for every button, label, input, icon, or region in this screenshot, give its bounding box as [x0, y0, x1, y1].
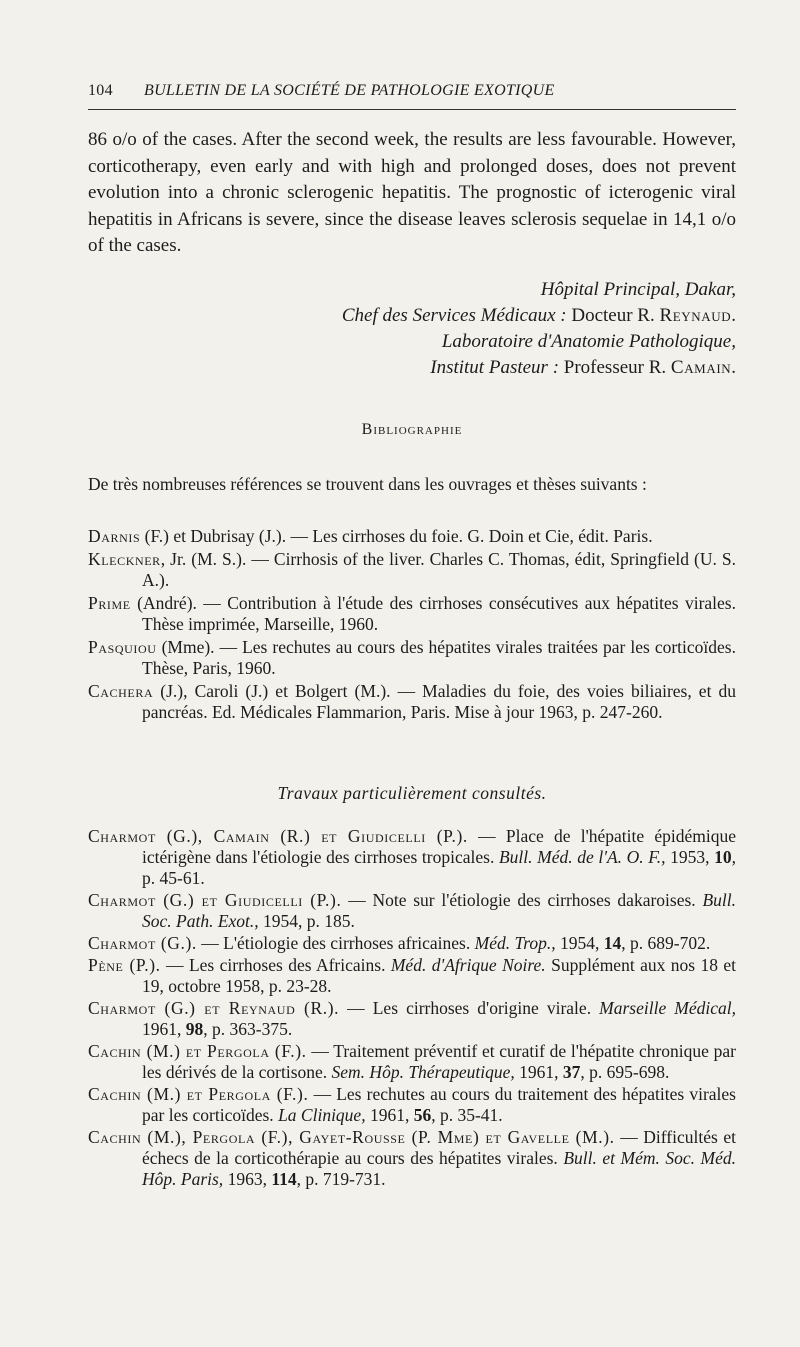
consulted-entry: Charmot (G.) et Reynaud (R.). — Les cirrhoses d'origine virale. Marseille Médical, 1961, 98, p. 363-375. [88, 998, 736, 1039]
page-number: 104 [88, 82, 113, 99]
bibliography-entry: Prime (André). — Contribution à l'étude des cirrhoses consécutives aux hépatites virales. Thèse imprimée, Marseille, 1960. [88, 593, 736, 634]
consulted-entry: Cachin (M.) et Pergola (F.). — Traitement préventif et curatif de l'hépatite chronique par les dérivés de la cortisone. Sem. Hôp. Thérapeutique, 1961, 37, p. 695-698. [88, 1041, 736, 1082]
consulted-entry: Charmot (G.). — L'étiologie des cirrhoses africaines. Méd. Trop., 1954, 14, p. 689-702. [88, 933, 711, 953]
consulted-subheading: Travaux particulièrement consultés. [277, 783, 547, 803]
signature-institute: Institut Pasteur : Professeur R. Camain. [430, 357, 736, 378]
consulted-list [88, 826, 736, 1191]
consulted-entry: Charmot (G.), Camain (R.) et Giudicelli (P.). — Place de l'hépatite épidémique ictérigène dans l'étiologie des cirrhoses tropicales. Bull. Méd. de l'A. O. F., 1953, 10, p. 45-61. [88, 826, 736, 888]
bibliography-entry: Kleckner, Jr. (M. S.). — Cirrhosis of the liver. Charles C. Thomas, édit, Springfield (U. S. A.). [88, 549, 736, 590]
bibliography-intro: De très nombreuses références se trouvent dans les ouvrages et thèses suivants : [88, 474, 647, 494]
consulted-entry: Pène (P.). — Les cirrhoses des Africains. Méd. d'Afrique Noire. Supplément aux nos 18 et 19, octobre 1958, p. 23-28. [88, 955, 736, 996]
signature-hospital: Hôpital Principal, Dakar, [540, 279, 736, 300]
bibliography-list [88, 526, 736, 725]
header-rule [88, 109, 736, 110]
body-paragraph: 86 o/o of the cases. After the second week, the results are less favourable. However, corticotherapy, even early and with high and prolonged doses, does not prevent evolution into a chronic sclerogenic hepatitis. The prognostic of icterogenic viral hepatitis in Africans is severe, since the disease leaves sclerosis sequelae in 14,1 o/o of the cases. [88, 129, 736, 256]
consulted-entry: Cachin (M.), Pergola (F.), Gayet-Rousse (P. Mme) et Gavelle (M.). — Difficultés et échecs de la corticothérapie au cours des hépatites virales. Bull. et Mém. Soc. Méd. Hôp. Paris, 1963, 114, p. 719-731. [88, 1127, 737, 1189]
consulted-entry: Cachin (M.) et Pergola (F.). — Les rechutes au cours du traitement des hépatites virales par les corticoïdes. La Clinique, 1961, 56, p. 35-41. [88, 1084, 736, 1125]
signature-lab: Laboratoire d'Anatomie Pathologique, [441, 331, 736, 352]
bibliography-entry: Darnis (F.) et Dubrisay (J.). — Les cirrhoses du foie. G. Doin et Cie, édit. Paris. [88, 526, 653, 546]
journal-title: BULLETIN DE LA SOCIÉTÉ DE PATHOLOGIE EXOTIQUE [144, 82, 555, 99]
bibliography-entry: Cachera (J.), Caroli (J.) et Bolgert (M.). — Maladies du foie, des voies biliaires, et du pancréas. Ed. Médicales Flammarion, Paris. Mise à jour 1963, p. 247-260. [88, 681, 737, 722]
consulted-entry: Charmot (G.) et Giudicelli (P.). — Note sur l'étiologie des cirrhoses dakaroises. Bull. Soc. Path. Exot., 1954, p. 185. [88, 890, 736, 931]
signature-chef: Chef des Services Médicaux : Docteur R. Reynaud. [341, 305, 736, 326]
bibliography-title: Bibliographie [361, 421, 463, 438]
bibliography-entry: Pasquiou (Mme). — Les rechutes au cours des hépatites virales traitées par les corticoïdes. Thèse, Paris, 1960. [88, 637, 736, 678]
